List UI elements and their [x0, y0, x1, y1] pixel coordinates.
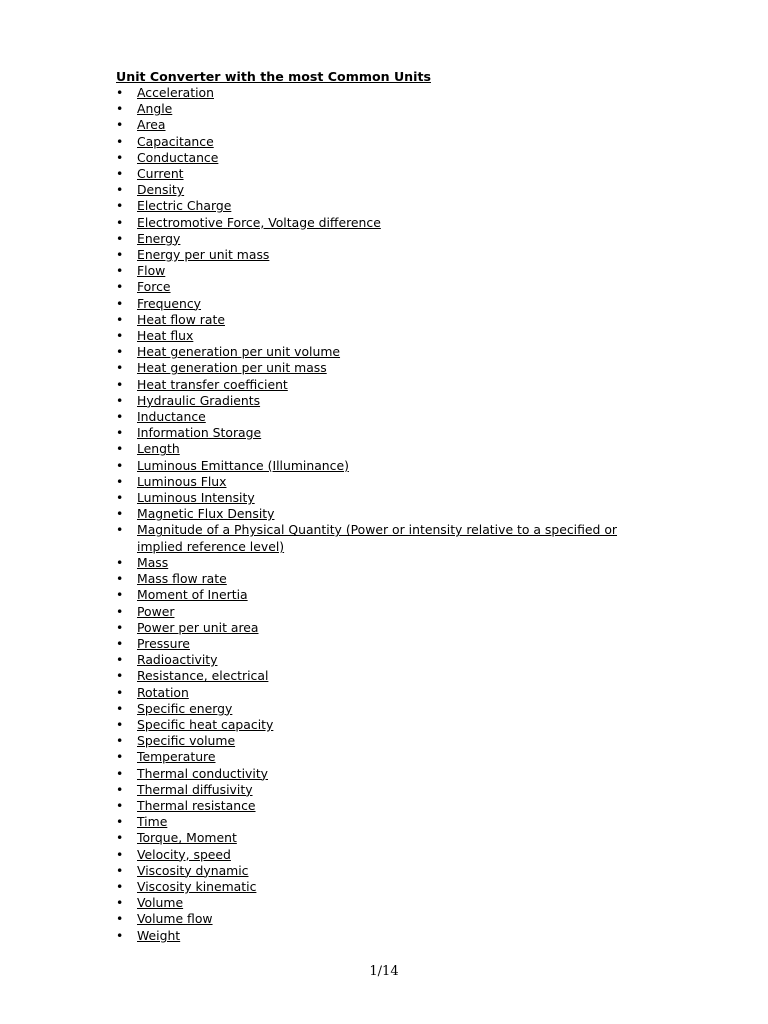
bullet-icon: • [116, 344, 124, 360]
bullet-icon: • [116, 619, 124, 635]
list-item [116, 409, 656, 425]
unit-link[interactable]: Thermal diffusivity [137, 781, 253, 797]
list-item [116, 604, 656, 620]
bullet-icon: • [116, 571, 124, 587]
unit-link[interactable]: Viscosity kinematic [137, 878, 257, 894]
bullet-icon: • [116, 635, 124, 651]
list-item [116, 425, 656, 441]
list-item [116, 377, 656, 393]
list-item [116, 344, 656, 360]
unit-link[interactable]: Thermal conductivity [137, 765, 269, 781]
list-item [116, 231, 656, 247]
bullet-icon: • [116, 927, 124, 943]
unit-link[interactable]: Luminous Flux [137, 473, 227, 489]
list-item [116, 830, 656, 846]
bullet-icon: • [116, 587, 124, 603]
bullet-icon: • [116, 781, 124, 797]
list-item [116, 134, 656, 150]
list-item [116, 150, 656, 166]
unit-link[interactable]: Angle [137, 101, 173, 117]
bullet-icon: • [116, 457, 124, 473]
list-item [116, 360, 656, 376]
unit-link[interactable]: Power per unit area [137, 619, 259, 635]
list-item [116, 733, 656, 749]
unit-link[interactable]: Heat generation per unit mass [137, 360, 327, 376]
list-item [116, 717, 656, 733]
list-item [116, 166, 656, 182]
unit-link[interactable]: Specific heat capacity [137, 716, 274, 732]
list-item [116, 182, 656, 198]
list-item [116, 587, 656, 603]
list-item [116, 312, 656, 328]
unit-link[interactable]: Energy [137, 230, 181, 246]
unit-link[interactable]: Frequency [137, 295, 202, 311]
list-item [116, 506, 656, 522]
list-item [116, 117, 656, 133]
bullet-icon: • [116, 895, 124, 911]
bullet-icon: • [116, 814, 124, 830]
unit-link[interactable]: Electric Charge [137, 198, 232, 214]
unit-link[interactable]: Viscosity dynamic [137, 862, 249, 878]
bullet-icon: • [116, 328, 124, 344]
bullet-icon: • [116, 198, 124, 214]
list-item [116, 247, 656, 263]
bullet-icon: • [116, 797, 124, 813]
page-number: 1/14 [369, 964, 399, 979]
bullet-icon: • [116, 522, 124, 538]
bullet-icon: • [116, 117, 124, 133]
list-item [116, 847, 656, 863]
list-item [116, 814, 656, 830]
list-item [116, 766, 656, 782]
list-item [116, 555, 656, 571]
bullet-icon: • [116, 263, 124, 279]
unit-link[interactable]: Specific volume [137, 733, 236, 749]
bullet-icon: • [116, 392, 124, 408]
unit-link[interactable]: Length [137, 441, 180, 457]
list-item [116, 441, 656, 457]
bullet-icon: • [116, 862, 124, 878]
list-item [116, 101, 656, 117]
unit-link[interactable]: Specific energy [137, 700, 233, 716]
bullet-icon: • [116, 230, 124, 246]
bullet-icon: • [116, 409, 124, 425]
list-item [116, 668, 656, 684]
unit-link[interactable]: Rotation [137, 684, 189, 700]
unit-link[interactable]: Volume flow [137, 911, 213, 927]
bullet-icon: • [116, 830, 124, 846]
bullet-icon: • [116, 214, 124, 230]
unit-link[interactable]: Inductance [137, 409, 206, 425]
unit-link[interactable]: Area [137, 117, 166, 133]
document-title: Unit Converter with the most Common Units [116, 69, 431, 84]
bullet-icon: • [116, 506, 124, 522]
bullet-icon: • [116, 878, 124, 894]
list-item [116, 490, 656, 506]
unit-link[interactable]: Heat generation per unit volume [137, 344, 341, 360]
bullet-icon: • [116, 700, 124, 716]
list-item [116, 863, 656, 879]
unit-link[interactable]: Mass [137, 554, 169, 570]
bullet-icon: • [116, 554, 124, 570]
bullet-icon: • [116, 765, 124, 781]
list-item [116, 798, 656, 814]
bullet-icon: • [116, 311, 124, 327]
unit-category-list [116, 85, 656, 944]
bullet-icon: • [116, 733, 124, 749]
list-item [116, 620, 656, 636]
bullet-icon: • [116, 295, 124, 311]
unit-link[interactable]: Magnitude of a Physical Quantity (Power or intensity relative to a specified or implied reference level) [137, 522, 618, 554]
unit-link[interactable]: Velocity, speed [137, 846, 231, 862]
unit-link[interactable]: Density [137, 182, 185, 198]
unit-link[interactable]: Electromotive Force, Voltage difference [137, 214, 381, 230]
bullet-icon: • [116, 846, 124, 862]
unit-link[interactable]: Current [137, 166, 184, 182]
unit-link[interactable]: Luminous Intensity [137, 490, 255, 506]
bullet-icon: • [116, 376, 124, 392]
unit-link[interactable]: Weight [137, 927, 181, 943]
bullet-icon: • [116, 247, 124, 263]
unit-link[interactable]: Flow [137, 263, 166, 279]
unit-link[interactable]: Acceleration [137, 85, 214, 100]
unit-link[interactable]: Force [137, 279, 171, 295]
list-item [116, 393, 656, 409]
unit-link[interactable]: Mass flow rate [137, 571, 227, 587]
bullet-icon: • [116, 652, 124, 668]
list-item [116, 296, 656, 312]
unit-link[interactable]: Volume [137, 895, 184, 911]
list-item [116, 571, 656, 587]
bullet-icon: • [116, 182, 124, 198]
unit-link[interactable]: Temperature [137, 749, 216, 765]
bullet-icon: • [116, 360, 124, 376]
bullet-icon: • [116, 441, 124, 457]
unit-link[interactable]: Hydraulic Gradients [137, 392, 261, 408]
list-item [116, 636, 656, 652]
list-item [116, 782, 656, 798]
unit-link[interactable]: Magnetic Flux Density [137, 506, 275, 522]
list-item [116, 652, 656, 668]
bullet-icon: • [116, 716, 124, 732]
unit-link[interactable]: Luminous Emittance (Illuminance) [137, 457, 349, 473]
bullet-icon: • [116, 473, 124, 489]
bullet-icon: • [116, 490, 124, 506]
unit-link[interactable]: Radioactivity [137, 652, 218, 668]
unit-link[interactable]: Torque, Moment [137, 830, 237, 846]
list-item [116, 215, 656, 231]
bullet-icon: • [116, 668, 124, 684]
list-item [116, 522, 656, 554]
bullet-icon: • [116, 749, 124, 765]
list-item [116, 263, 656, 279]
unit-link[interactable]: Energy per unit mass [137, 247, 270, 263]
list-item [116, 279, 656, 295]
bullet-icon: • [116, 603, 124, 619]
unit-link[interactable]: Heat flux [137, 328, 194, 344]
list-item [116, 895, 656, 911]
bullet-icon: • [116, 425, 124, 441]
list-item [116, 685, 656, 701]
unit-link[interactable]: Information Storage [137, 425, 262, 441]
list-item [116, 928, 656, 944]
unit-link[interactable]: Power [137, 603, 175, 619]
unit-link[interactable]: Conductance [137, 149, 219, 165]
unit-link[interactable]: Time [137, 814, 168, 830]
unit-link[interactable]: Pressure [137, 635, 190, 651]
bullet-icon: • [116, 149, 124, 165]
bullet-icon: • [116, 133, 124, 149]
list-item [116, 911, 656, 927]
unit-link[interactable]: Heat transfer coefficient [137, 376, 288, 392]
unit-link[interactable]: Resistance, electrical [137, 668, 269, 684]
list-item [116, 749, 656, 765]
unit-link[interactable]: Thermal resistance [137, 797, 256, 813]
bullet-icon: • [116, 166, 124, 182]
bullet-icon: • [116, 911, 124, 927]
bullet-icon: • [116, 101, 124, 117]
unit-link[interactable]: Capacitance [137, 133, 214, 149]
bullet-icon: • [116, 684, 124, 700]
list-item [116, 474, 656, 490]
list-item [116, 879, 656, 895]
list-item [116, 328, 656, 344]
list-item [116, 198, 656, 214]
unit-link[interactable]: Moment of Inertia [137, 587, 248, 603]
list-item [116, 85, 656, 101]
bullet-icon: • [116, 85, 124, 100]
list-item [116, 701, 656, 717]
bullet-icon: • [116, 279, 124, 295]
list-item [116, 458, 656, 474]
unit-link[interactable]: Heat flow rate [137, 311, 225, 327]
